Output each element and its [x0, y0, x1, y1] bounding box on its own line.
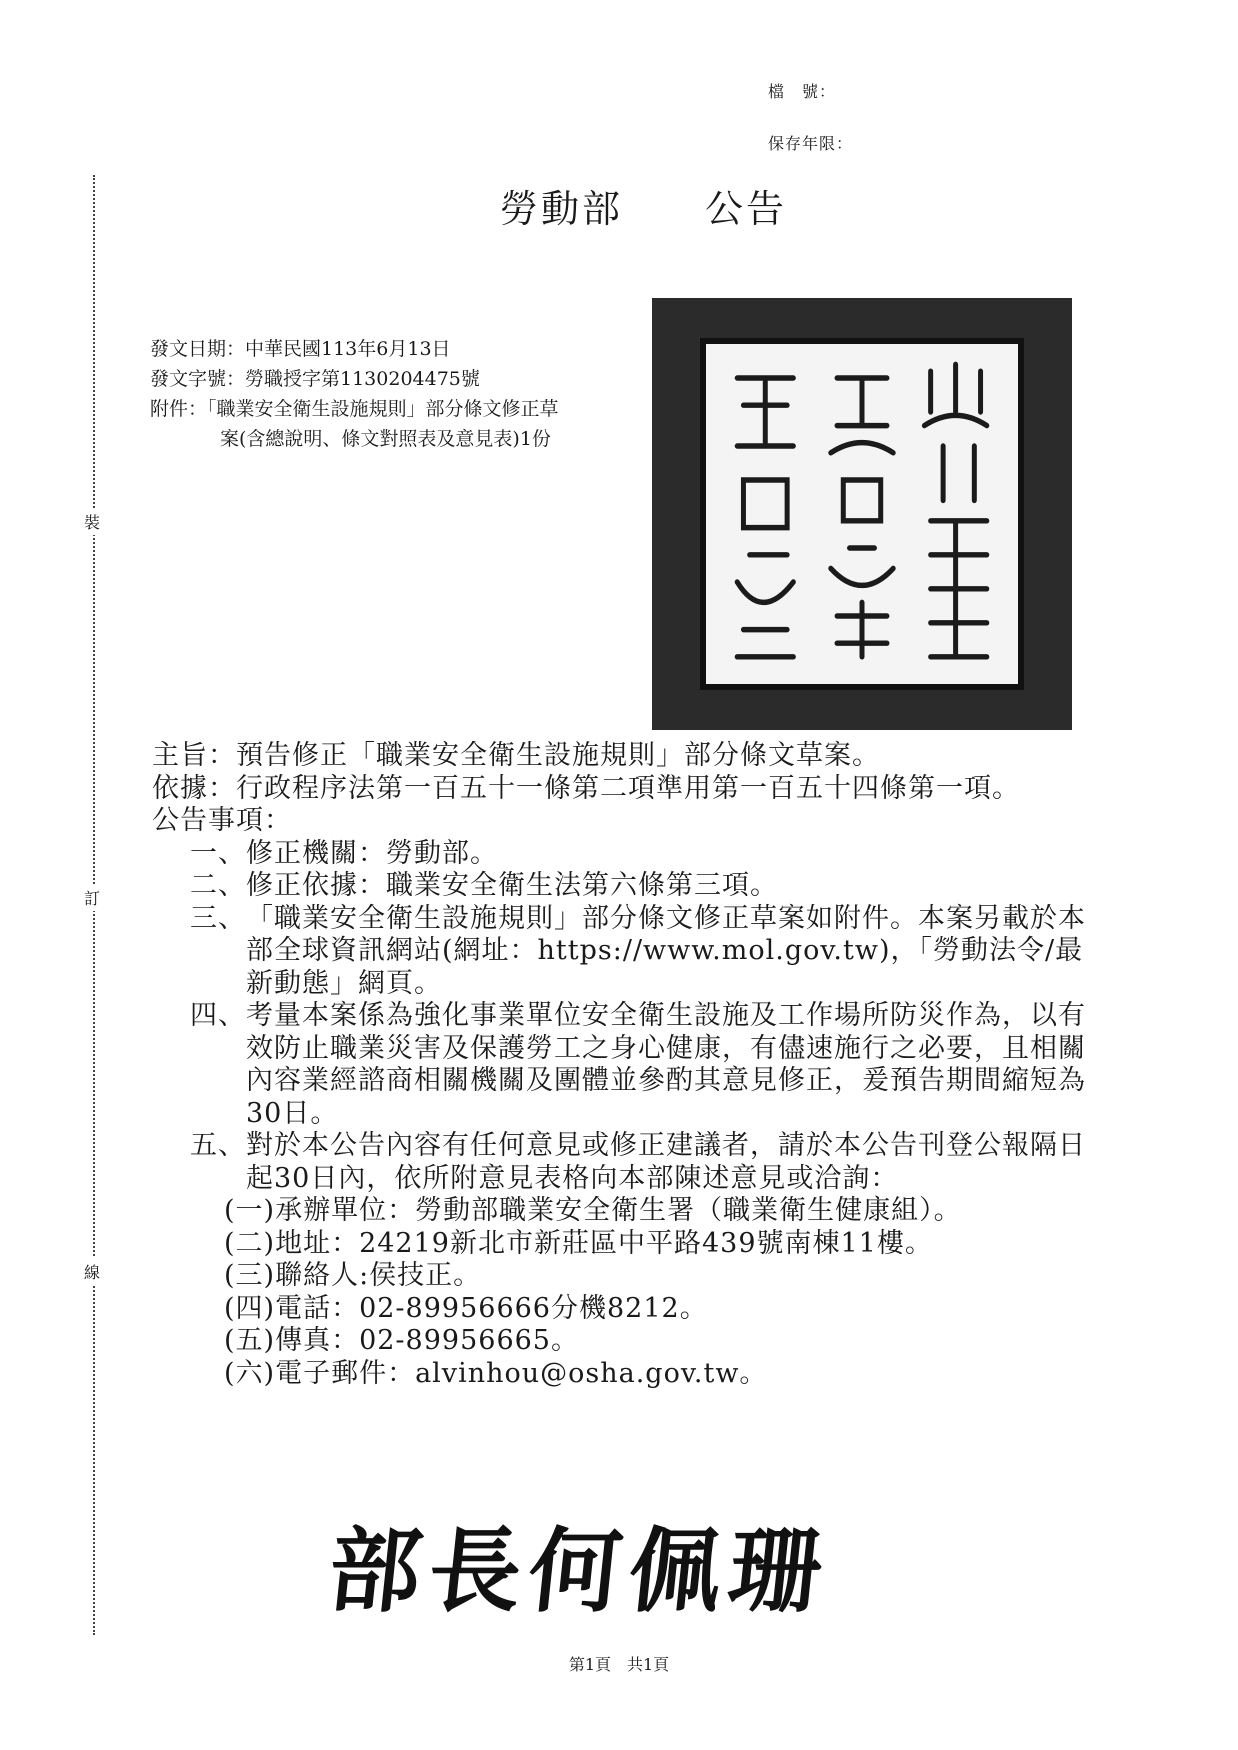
contact-text: 聯絡人:侯技正。 — [275, 1260, 482, 1291]
contact-label: (二) — [224, 1227, 276, 1259]
subject-paragraph — [152, 740, 1092, 773]
contact-item — [152, 1293, 1092, 1326]
list-item-label: 四、 — [190, 1000, 246, 1031]
issue-info — [150, 334, 559, 454]
list-item — [152, 870, 1092, 903]
subject-label: 主旨： — [152, 740, 236, 771]
doc-type: 公告 — [705, 187, 788, 231]
list-item-text: 「職業安全衛生設施規則」部分條文修正草案如附件。本案另載於本部全球資訊網站(網址：https://www.mol.gov.tw)，「勞動法令/最新動態」網頁。 — [246, 902, 1086, 999]
file-number-label: 檔 號： — [768, 82, 837, 101]
list-item — [152, 1130, 1092, 1195]
items-heading — [152, 805, 1092, 838]
agency-name: 勞動部 — [500, 187, 624, 231]
binding-char-xian: 線 — [84, 1258, 100, 1285]
list-item — [152, 838, 1092, 871]
attachment-line-2: 案(含總說明、條文對照表及意見表)1份 — [220, 428, 551, 450]
contact-item — [152, 1358, 1092, 1391]
list-item-label: 二、 — [190, 870, 246, 901]
contact-text: 電子郵件：alvinhou@osha.gov.tw。 — [275, 1357, 768, 1389]
binding-char-zhuang: 裝 — [84, 508, 100, 535]
binding-char-ding: 訂 — [84, 884, 100, 911]
official-seal — [652, 298, 1072, 730]
contact-text: 電話：02-89956666分機8212。 — [275, 1292, 708, 1324]
list-item-text: 考量本案係為強化事業單位安全衛生設施及工作場所防災作為，以有效防止職業災害及保護勞工之身心健康，有儘速施行之必要，且相關內容業經諮商相關機關及團體並參酌其意見修正，爰預告期間縮短為30日。 — [246, 1000, 1086, 1129]
list-item-label: 一、 — [190, 837, 246, 869]
contact-label: (六) — [224, 1357, 276, 1389]
contact-item — [152, 1195, 1092, 1228]
list-item — [152, 903, 1092, 1001]
list-item — [152, 1000, 1092, 1130]
list-item-label: 三、 — [190, 902, 246, 934]
page-title — [500, 178, 787, 233]
seal-inner-frame — [700, 338, 1024, 690]
list-item-text: 對於本公告內容有任何意見或修正建議者，請於本公告刊登公報隔日起30日內，依所附意見表格向本部陳述意見或洽詢： — [246, 1130, 1086, 1194]
attachment-line-1: 附件：「職業安全衛生設施規則」部分條文修正草 — [150, 398, 559, 420]
basis-label: 依據： — [152, 772, 236, 804]
contact-label: (一) — [224, 1195, 276, 1226]
items-heading-label: 公告事項： — [152, 805, 292, 836]
seal-glyphs-icon — [706, 344, 1018, 684]
retention-period-label: 保存年限： — [768, 134, 854, 153]
contact-item — [152, 1325, 1092, 1358]
contact-label: (三) — [224, 1260, 276, 1291]
contact-item — [152, 1228, 1092, 1261]
contact-text: 地址：24219新北市新莊區中平路439號南棟11樓。 — [275, 1227, 933, 1259]
subject-text: 預告修正「職業安全衛生設施規則」部分條文草案。 — [236, 740, 880, 771]
list-item-label: 五、 — [190, 1130, 246, 1161]
contact-label: (四) — [224, 1292, 276, 1324]
contact-text: 承辦單位：勞動部職業安全衛生署（職業衛生健康組）。 — [275, 1195, 962, 1226]
issue-date: 發文日期：中華民國113年6月13日 — [150, 338, 451, 360]
basis-paragraph — [152, 773, 1092, 806]
announcement-body — [152, 740, 1092, 1390]
contact-text: 傳真：02-89956665。 — [275, 1325, 579, 1356]
issue-number: 發文字號：勞職授字第1130204475號 — [150, 368, 480, 390]
contact-item — [152, 1260, 1092, 1293]
page-number: 第1頁 共1頁 — [568, 1655, 670, 1674]
minister-signature: 部長何佩珊 — [323, 1517, 835, 1625]
contact-label: (五) — [224, 1325, 276, 1356]
list-item-text: 修正依據：職業安全衛生法第六條第三項。 — [246, 870, 778, 901]
list-item-text: 修正機關：勞動部。 — [246, 837, 498, 869]
basis-text: 行政程序法第一百五十一條第二項準用第一百五十四條第一項。 — [236, 772, 1020, 804]
